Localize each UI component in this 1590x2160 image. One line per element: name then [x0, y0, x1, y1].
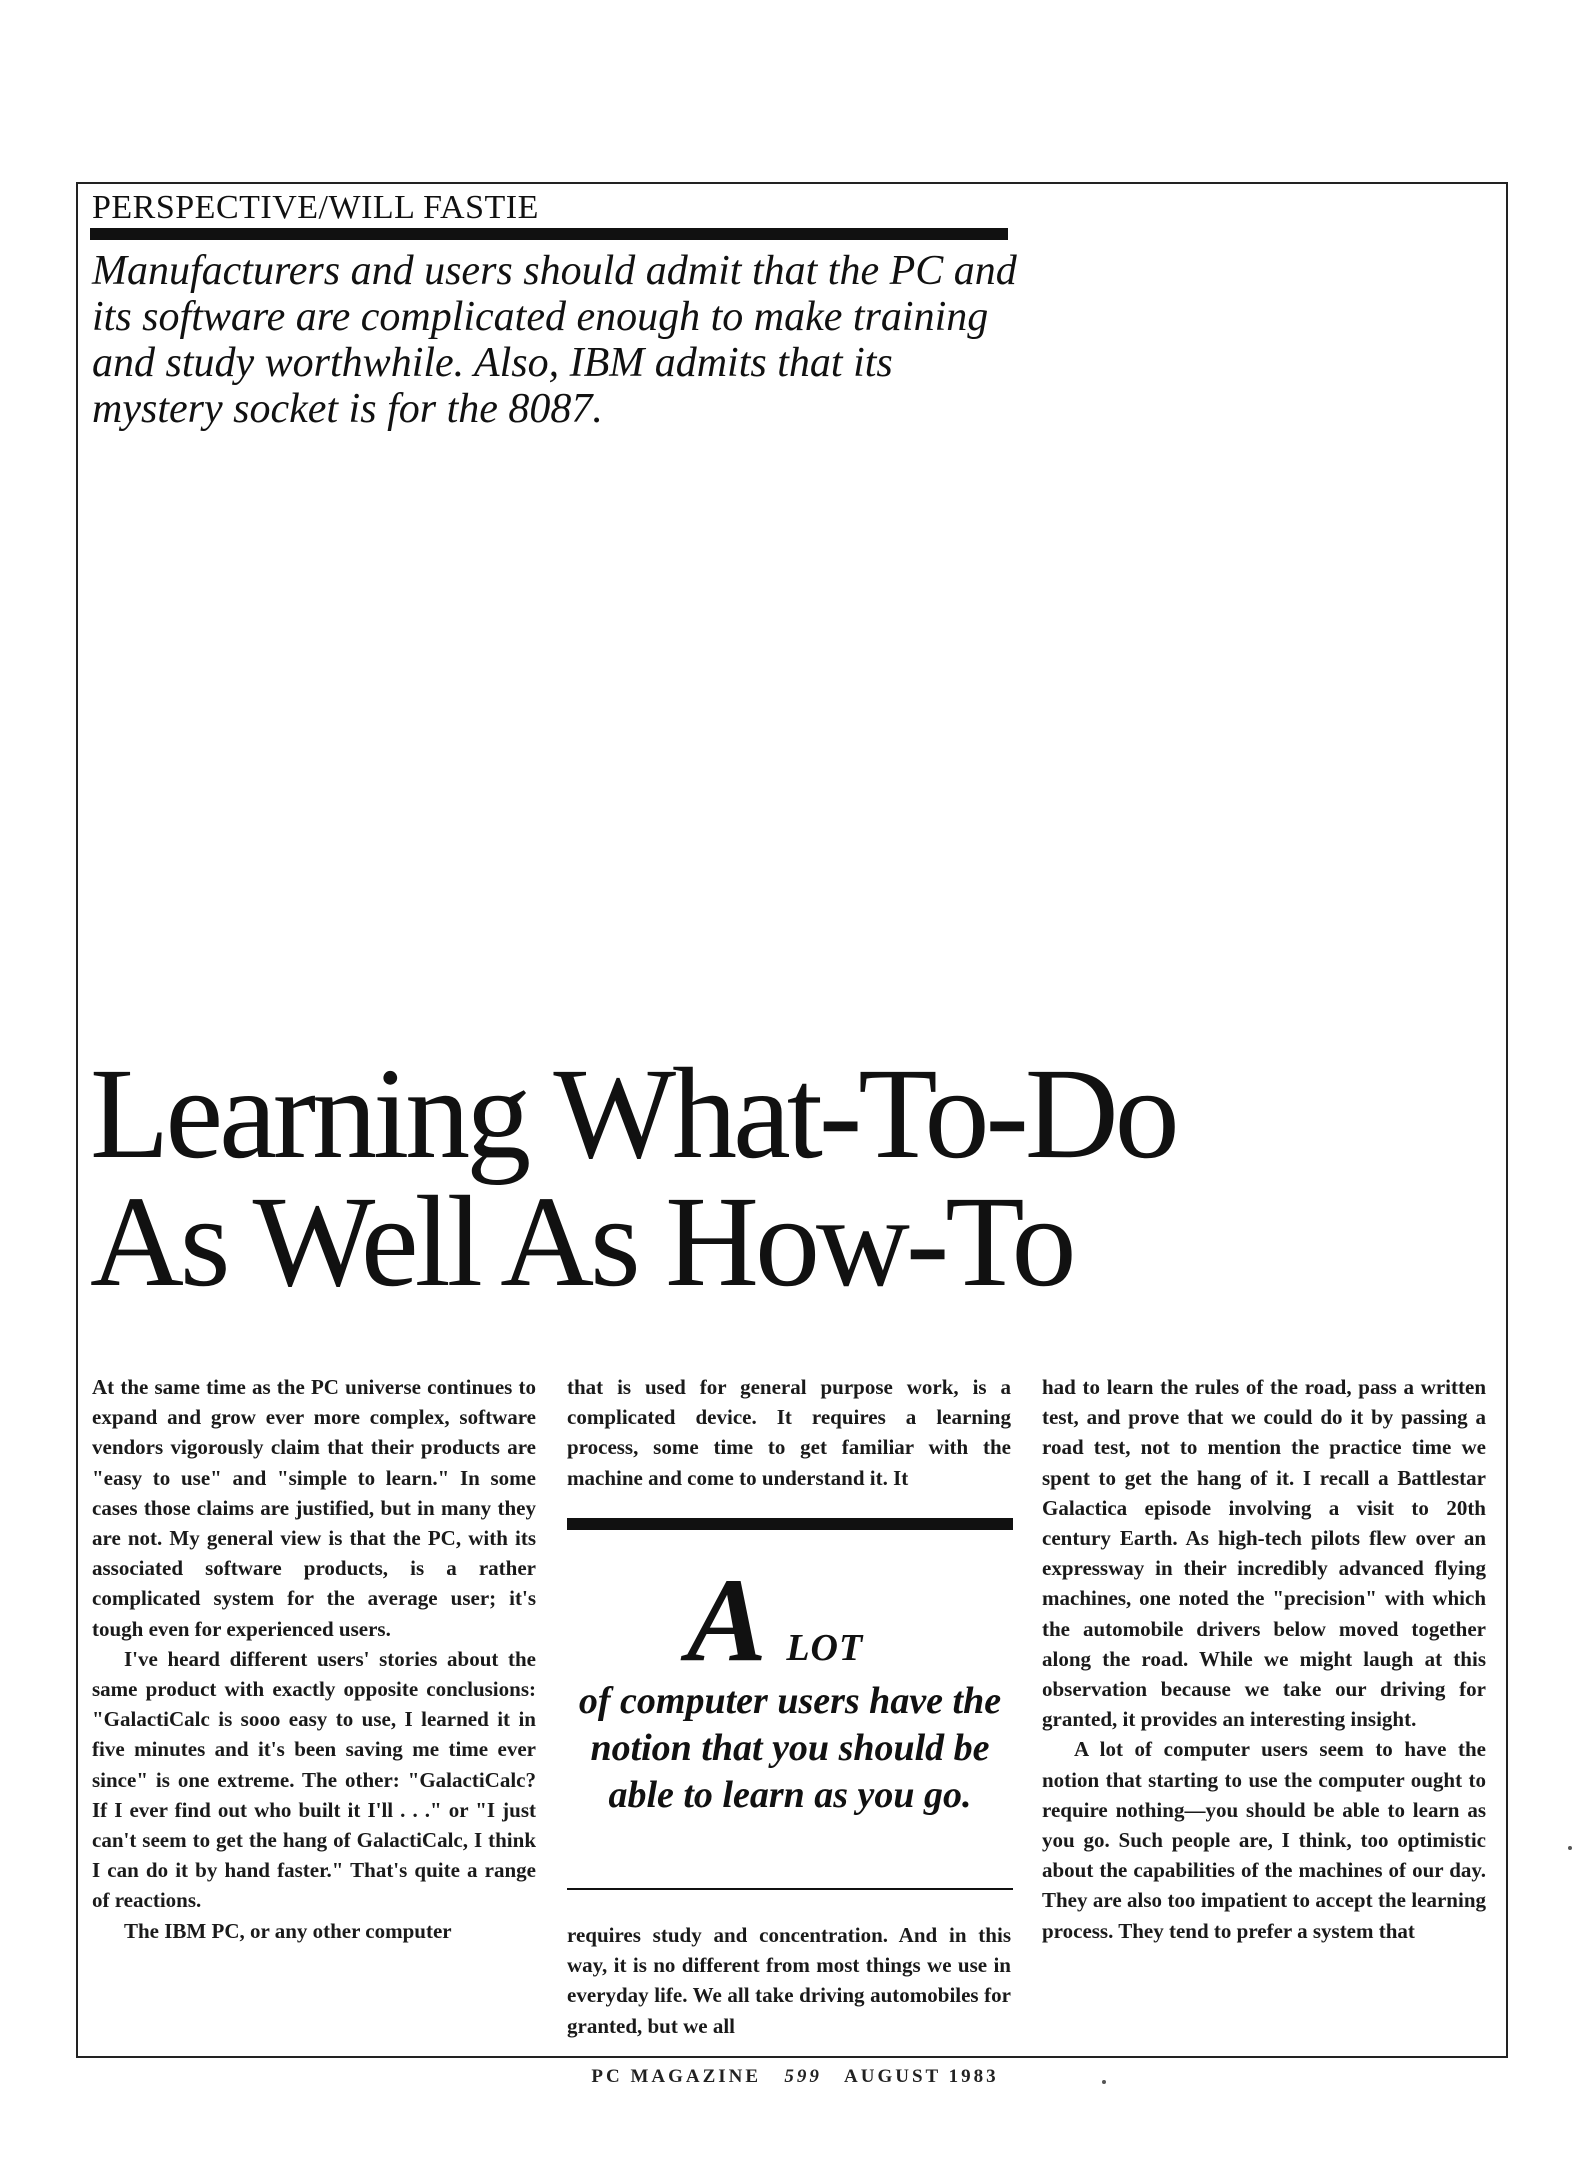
paragraph: A lot of computer users seem to have the notion that starting to use the computer ought to require nothing—you should be able to learn as you go. Such people are, I think, too optimistic about the capabilities of the machines of our day. They are also too impatient to accept the learning process. They tend to prefer a system that [1042, 1737, 1486, 1943]
pullquote-text: of computer users have the notion that you should be able to learn as you go. [578, 1680, 1002, 1816]
scan-speck [1568, 1846, 1572, 1850]
headline-line-1: Learning What-To-Do [90, 1042, 1176, 1186]
paragraph: At the same time as the PC universe continues to expand and grow ever more complex, software vendors vigorously claim that their products are "easy to use" and "simple to learn." In some cases those claims are justified, but in many they are not. My general view is that the PC, with its associated software products, is a rather complicated system for the average user; it's tough even for experienced users. [92, 1375, 536, 1641]
tag-rule [90, 228, 1008, 240]
pullquote-top-rule [567, 1518, 1013, 1530]
pullquote-bottom-rule [567, 1888, 1013, 1890]
footer-date: AUGUST 1983 [844, 2066, 999, 2087]
pullquote-drop-cap: A [686, 1553, 767, 1686]
pullquote-lead [567, 1553, 1013, 1686]
paragraph: that is used for general purpose work, is a complicated device. It requires a learning process, some time to get familiar with the machine and come to understand it. It [567, 1375, 1011, 1490]
scan-speck [1102, 2080, 1106, 2084]
footer-magazine: PC MAGAZINE [591, 2066, 762, 2087]
footer-page-number: 599 [784, 2066, 822, 2087]
page-footer [0, 2066, 1590, 2088]
article-headline [90, 1042, 1390, 1314]
body-column-2-top [567, 1372, 1011, 1493]
article-deck: Manufacturers and users should admit that the PC and its software are complicated enough to make training and study worthwhile. Also, IBM admits that its mystery socket is for the 8087. [92, 248, 1017, 432]
body-column-1 [92, 1372, 536, 1946]
body-column-2-bottom [567, 1920, 1011, 2041]
column-tag: PERSPECTIVE/WILL FASTIE [92, 189, 539, 226]
headline-line-2: As Well As How-To [90, 1170, 1073, 1314]
paragraph: requires study and concentration. And in this way, it is no different from most things we use in everyday life. We all take driving automobiles for granted, but we all [567, 1923, 1011, 2038]
pullquote [567, 1553, 1013, 1819]
paragraph: I've heard different users' stories about the same product with exactly opposite conclusions: "GalactiCalc is sooo easy to use, I learned it in five minutes and it's been saving me time ever since" is one extreme. The other: "GalactiCalc? If I ever find out who built it I'll . . ." or "I just can't seem to get the hang of GalactiCalc, I think I can do it by hand faster." That's quite a range of reactions. [92, 1646, 536, 1913]
paragraph: had to learn the rules of the road, pass a written test, and prove that we could do it by passing a road test, not to mention the practice time we spent to get the hang of it. I recall a Battlestar Galactica episode involving a visit to 20th century Earth. As high-tech pilots flew over an expressway in their incredibly advanced flying machines, one noted the "precision" with which the automobile drivers below moved together along the road. While we might laugh at this observation because we take our driving for granted, it provides an interesting insight. [1042, 1375, 1486, 1732]
body-column-3 [1042, 1372, 1486, 1946]
paragraph: The IBM PC, or any other computer [124, 1918, 452, 1943]
pullquote-lead-word: LOT [786, 1627, 864, 1669]
